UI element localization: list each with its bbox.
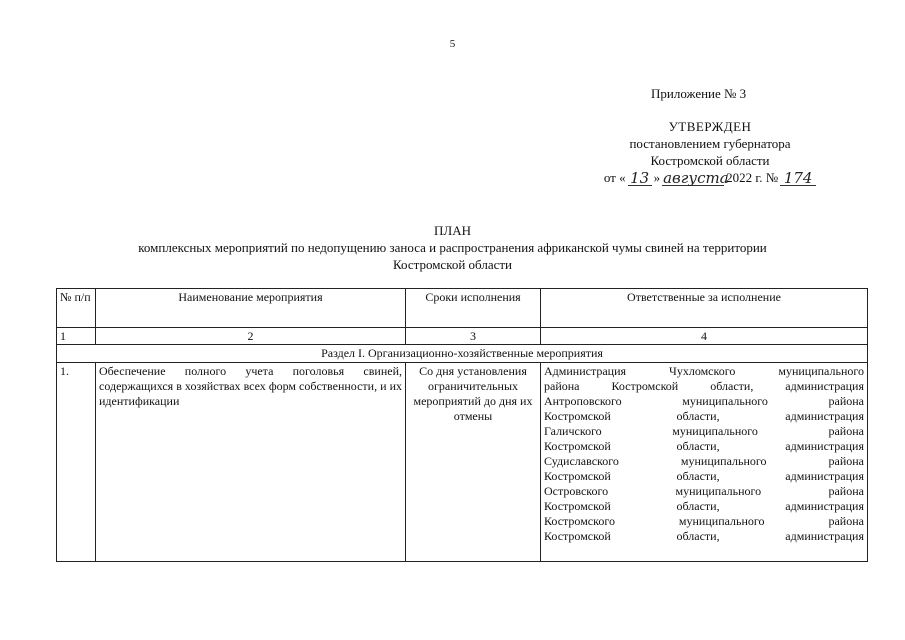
responsible-line — [544, 514, 864, 529]
responsible-word: Костромской — [544, 439, 611, 453]
responsible-word: муниципального — [680, 454, 767, 468]
responsible-word: района — [828, 454, 864, 468]
section-title: Раздел I. Организационно-хозяйственные мероприятия — [57, 345, 868, 363]
responsible-line — [544, 394, 864, 409]
responsible-word: Администрация — [544, 364, 627, 378]
index-cell: 4 — [541, 328, 868, 345]
responsible-word: области, — [676, 499, 720, 513]
responsible-word: муниципального — [678, 514, 765, 528]
responsible-word: Костромской — [611, 379, 679, 393]
handwritten-day: 13 — [628, 171, 652, 186]
index-cell: 2 — [96, 328, 406, 345]
plan-title-block — [0, 222, 905, 273]
responsible-word: Костромской — [544, 529, 611, 543]
responsible-line — [544, 379, 864, 394]
responsible-word: муниципального — [675, 484, 762, 498]
header-name: Наименование мероприятия — [96, 289, 406, 328]
row-responsible — [541, 363, 868, 562]
responsible-line — [544, 469, 864, 484]
responsible-word: Судиславского — [544, 454, 619, 468]
responsible-word: области, — [676, 529, 720, 543]
responsible-word: муниципального — [682, 394, 768, 408]
responsible-word: Галичского — [544, 424, 602, 438]
appendix-label: Приложение № 3 — [651, 86, 747, 101]
responsible-lines — [544, 364, 864, 544]
header-resp: Ответственные за исполнение — [541, 289, 868, 328]
row-term: Со дня установления ограничительных мероприятий до дня их отмены — [406, 363, 541, 562]
responsible-word: области, — [676, 469, 720, 483]
responsible-word: администрация — [785, 469, 864, 483]
responsible-word: муниципального — [672, 424, 758, 438]
responsible-word: района — [828, 424, 864, 438]
responsible-word: области, — [676, 439, 720, 453]
responsible-line — [544, 499, 864, 514]
responsible-word: Островского — [544, 484, 609, 498]
responsible-word: района — [828, 514, 864, 528]
handwritten-number: 174 — [780, 171, 816, 186]
section-row — [57, 345, 868, 363]
decree-line — [560, 169, 860, 186]
plan-subtitle-1: комплексных мероприятий по недопущению заноса и распространения африканской чумы свиней на территории — [138, 240, 767, 255]
responsible-word: района — [544, 379, 580, 393]
plan-title: ПЛАН — [434, 223, 471, 238]
responsible-line — [544, 454, 864, 469]
responsible-word: района — [828, 394, 864, 408]
row-num: 1. — [57, 363, 96, 562]
index-cell: 1 — [57, 328, 96, 345]
responsible-word: администрация — [785, 439, 864, 453]
responsible-line — [544, 424, 864, 439]
responsible-line — [544, 439, 864, 454]
plan-subtitle-2: Костромской области — [392, 257, 513, 272]
approval-line-1: постановлением губернатора — [629, 136, 791, 151]
row-name: Обеспечение полного учета поголовья свиней, содержащихся в хозяйствах всех форм собственности, и их идентификации — [96, 363, 406, 562]
approval-line-2: Костромской области — [650, 153, 770, 168]
responsible-line — [544, 364, 864, 379]
responsible-word: администрация — [785, 529, 864, 543]
handwritten-month: августа — [663, 169, 729, 187]
responsible-word: Костромской — [544, 409, 611, 423]
decree-year: 2022 г. № — [726, 170, 779, 185]
responsible-word: Костромского — [544, 514, 615, 528]
responsible-word: района — [828, 484, 864, 498]
page-number: 5 — [449, 38, 456, 50]
header-term: Сроки исполнения — [406, 289, 541, 328]
decree-prefix: от « — [603, 170, 626, 185]
header-num: № п/п — [57, 289, 96, 328]
responsible-line — [544, 529, 864, 544]
responsible-word: администрация — [785, 379, 864, 393]
responsible-word: администрация — [785, 409, 864, 423]
responsible-word: Костромской — [544, 499, 611, 513]
table-row — [57, 363, 868, 562]
responsible-word: муниципального — [778, 364, 864, 378]
plan-table — [56, 288, 868, 562]
responsible-word: администрация — [785, 499, 864, 513]
responsible-word: области, — [710, 379, 754, 393]
approval-block — [560, 118, 860, 186]
index-row — [57, 328, 868, 345]
table-header-row — [57, 289, 868, 328]
responsible-line — [544, 409, 864, 424]
responsible-line — [544, 484, 864, 499]
approval-title: УТВЕРЖДЕН — [668, 119, 752, 134]
decree-mid: » — [653, 170, 661, 185]
index-cell: 3 — [406, 328, 541, 345]
responsible-word: Антроповского — [544, 394, 622, 408]
responsible-word: Костромской — [544, 469, 611, 483]
responsible-word: области, — [676, 409, 720, 423]
responsible-word: Чухломского — [669, 364, 736, 378]
